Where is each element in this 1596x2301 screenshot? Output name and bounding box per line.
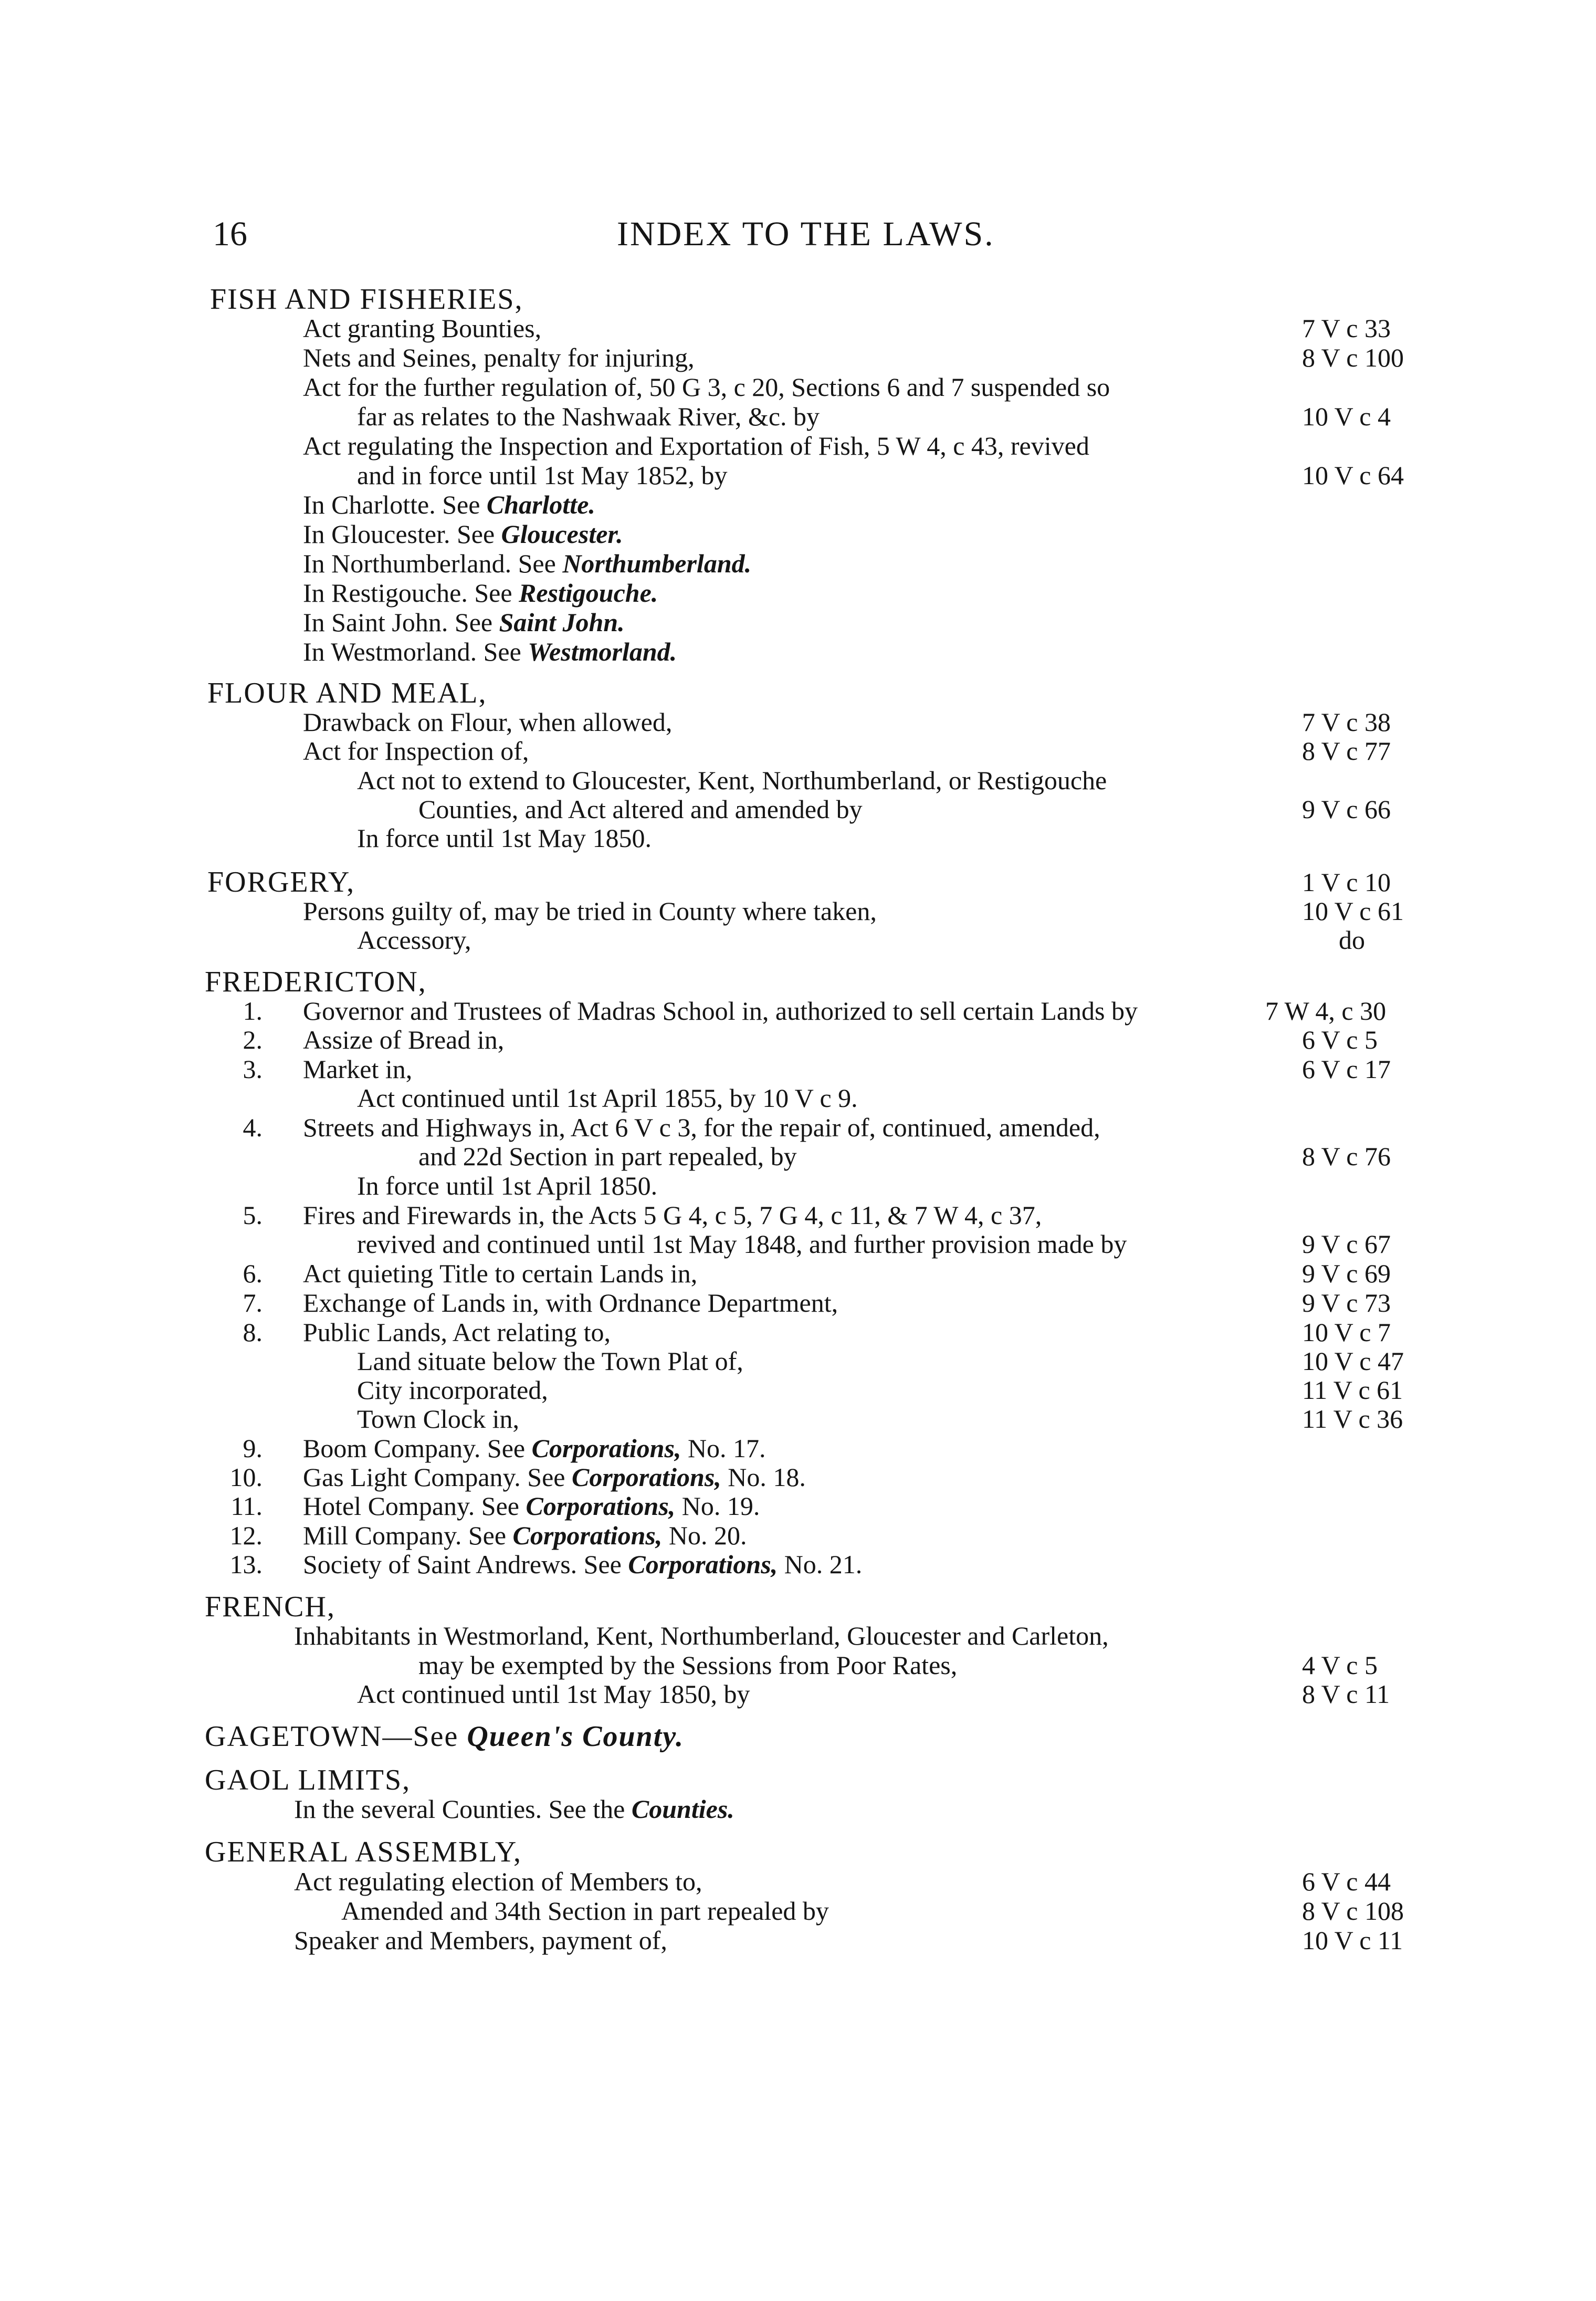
entry-text: and in force until 1st May 1852, by [357, 461, 728, 490]
index-entry [0, 1199, 1596, 1231]
statute-citation: 10 V c 61 [1302, 896, 1404, 926]
statute-citation: 7 V c 33 [1302, 313, 1391, 343]
index-heading [0, 966, 1596, 998]
entry-text: Public Lands, Act relating to, [303, 1317, 611, 1347]
index-entry [0, 1082, 1596, 1114]
index-entry [0, 312, 1596, 344]
cross-reference: Saint John. [499, 608, 625, 637]
entry-number: 7. [243, 1288, 262, 1317]
entry-text: Counties, and Act altered and amended by [418, 794, 863, 824]
statute-citation: 9 V c 73 [1302, 1288, 1391, 1317]
statute-citation: 10 V c 64 [1302, 461, 1404, 490]
cross-reference: Westmorland. [528, 637, 677, 666]
index-entry [0, 1403, 1596, 1435]
cross-reference: Corporations, [526, 1491, 676, 1521]
statute-citation: 8 V c 76 [1302, 1142, 1391, 1171]
index-entry [0, 577, 1596, 609]
entry-text: far as relates to the Nashwaak River, &c. by [357, 402, 820, 431]
index-entry [0, 1432, 1596, 1464]
entry-text: Town Clock in, [357, 1404, 519, 1434]
entry-text: Exchange of Lands in, with Ordnance Department, [303, 1288, 838, 1317]
index-entry [0, 1024, 1596, 1055]
entry-text: Land situate below the Town Plat of, [357, 1346, 743, 1376]
cross-reference: Corporations, [512, 1521, 663, 1550]
index-entry [0, 1374, 1596, 1406]
entry-text: Market in, [303, 1054, 413, 1084]
entry-text: FRENCH, [205, 1591, 335, 1623]
index-heading [0, 866, 1596, 898]
entry-text: Accessory, [357, 925, 471, 955]
entry-text: Assize of Bread in, [303, 1025, 505, 1054]
entry-text: In Restigouche. See Restigouche. [303, 578, 658, 608]
page-number: 16 [213, 215, 247, 253]
index-entry [0, 735, 1596, 767]
entry-number: 6. [243, 1259, 262, 1288]
entry-text: GENERAL ASSEMBLY, [205, 1836, 522, 1868]
entry-number: 12. [229, 1521, 262, 1550]
statute-citation: 4 V c 5 [1302, 1650, 1378, 1680]
entry-number: 2. [243, 1025, 262, 1054]
index-entry [0, 636, 1596, 667]
entry-number: 5. [243, 1200, 262, 1230]
index-entry [0, 371, 1596, 403]
entry-text: Fires and Firewards in, the Acts 5 G 4, c 5, 7 G 4, c 11, & 7 W 4, c 37, [303, 1200, 1042, 1230]
cross-reference: Corporations, [628, 1550, 778, 1579]
index-entry [0, 895, 1596, 927]
statute-citation: 11 V c 61 [1302, 1375, 1403, 1405]
entry-text: Act regulating the Inspection and Exportation of Fish, 5 W 4, c 43, revived [303, 431, 1089, 461]
cross-reference: Charlotte. [486, 490, 595, 519]
cross-reference: Counties. [631, 1794, 734, 1824]
statute-citation: 6 V c 44 [1302, 1867, 1391, 1896]
index-entry [0, 1620, 1596, 1651]
statute-citation: 8 V c 11 [1302, 1679, 1390, 1709]
entry-number: 10. [229, 1462, 262, 1492]
entry-number: 9. [243, 1434, 262, 1463]
index-entry [0, 1053, 1596, 1085]
index-entry [0, 1170, 1596, 1201]
statute-citation: 7 V c 38 [1302, 707, 1391, 737]
entry-text: Mill Company. See Corporations, No. 20. [303, 1521, 747, 1550]
index-entry [0, 793, 1596, 825]
index-entry [0, 1345, 1596, 1377]
index-entry [0, 1678, 1596, 1710]
entry-text: In force until 1st May 1850. [357, 823, 652, 853]
statute-citation: 10 V c 11 [1302, 1926, 1403, 1955]
index-heading [0, 1721, 1596, 1752]
index-entry [0, 995, 1596, 1027]
index-entry [0, 1549, 1596, 1580]
index-heading [0, 1764, 1596, 1796]
entry-text: In the several Counties. See the Counties. [294, 1794, 734, 1824]
entry-number: 11. [230, 1491, 262, 1521]
statute-citation: 8 V c 100 [1302, 343, 1404, 372]
index-entry [0, 401, 1596, 432]
entry-text: FISH AND FISHERIES, [210, 283, 523, 316]
index-entry [0, 1258, 1596, 1289]
entry-text: Act for Inspection of, [303, 736, 529, 766]
entry-text: Amended and 34th Section in part repealed by [341, 1896, 829, 1926]
statute-citation: 9 V c 66 [1302, 794, 1391, 824]
index-entry [0, 1490, 1596, 1522]
entry-text: FREDERICTON, [205, 966, 427, 998]
entry-text: Nets and Seines, penalty for injuring, [303, 343, 695, 372]
index-entry [0, 430, 1596, 462]
statute-citation: 11 V c 36 [1302, 1404, 1403, 1434]
statute-citation: 8 V c 108 [1302, 1896, 1404, 1926]
index-entry [0, 1649, 1596, 1681]
entry-text: Persons guilty of, may be tried in County where taken, [303, 896, 877, 926]
entry-text: may be exempted by the Sessions from Poor Rates, [418, 1650, 958, 1680]
entry-text: Act continued until 1st May 1850, by [357, 1679, 750, 1709]
index-entry [0, 1287, 1596, 1319]
index-entry [0, 1895, 1596, 1927]
statute-citation: 10 V c 47 [1302, 1346, 1404, 1376]
index-entry [0, 489, 1596, 520]
entry-text: Act not to extend to Gloucester, Kent, Northumberland, or Restigouche [357, 766, 1107, 795]
statute-citation: 1 V c 10 [1302, 867, 1391, 897]
statute-citation: 9 V c 67 [1302, 1229, 1391, 1259]
index-entry [0, 1520, 1596, 1551]
entry-text: Act regulating election of Members to, [294, 1867, 702, 1896]
cross-reference: Queen's County. [467, 1720, 685, 1753]
entry-text: In Northumberland. See Northumberland. [303, 549, 752, 578]
index-entry [0, 822, 1596, 854]
index-entry [0, 1793, 1596, 1825]
entry-text: Hotel Company. See Corporations, No. 19. [303, 1491, 760, 1521]
index-entry [0, 1866, 1596, 1897]
entry-number: 1. [243, 996, 262, 1026]
entry-text: GAGETOWN—See Queen's County. [205, 1720, 685, 1753]
entry-number: 13. [229, 1550, 262, 1579]
index-entry [0, 1228, 1596, 1260]
entry-text: Boom Company. See Corporations, No. 17. [303, 1434, 766, 1463]
entry-number: 3. [243, 1054, 262, 1084]
entry-text: GAOL LIMITS, [205, 1764, 411, 1796]
entry-text: Act for the further regulation of, 50 G 3, c 20, Sections 6 and 7 suspended so [303, 372, 1110, 402]
cross-reference: Gloucester. [501, 519, 623, 549]
entry-text: In Saint John. See Saint John. [303, 608, 625, 637]
entry-text: In Gloucester. See Gloucester. [303, 519, 623, 549]
index-entry [0, 548, 1596, 579]
index-heading [0, 284, 1596, 315]
index-entry [0, 1461, 1596, 1493]
entry-number: 4. [243, 1113, 262, 1142]
entry-text: and 22d Section in part repealed, by [418, 1142, 797, 1171]
cross-reference: Northumberland. [562, 549, 752, 578]
entry-text: FLOUR AND MEAL, [207, 677, 487, 709]
index-entry [0, 518, 1596, 550]
index-entry [0, 1141, 1596, 1172]
statute-citation: 10 V c 7 [1302, 1317, 1391, 1347]
index-entry [0, 342, 1596, 373]
index-entry [0, 1925, 1596, 1956]
entry-text: Speaker and Members, payment of, [294, 1926, 667, 1955]
index-entry [0, 459, 1596, 491]
entry-text: Society of Saint Andrews. See Corporations, No. 21. [303, 1550, 863, 1579]
entry-text: Governor and Trustees of Madras School in, authorized to sell certain Lands by [303, 996, 1138, 1026]
statute-citation: 9 V c 69 [1302, 1259, 1391, 1288]
index-heading [0, 1591, 1596, 1623]
entry-text: In Charlotte. See Charlotte. [303, 490, 595, 519]
index-entry [0, 706, 1596, 738]
entry-text: revived and continued until 1st May 1848, and further provision made by [357, 1229, 1127, 1259]
entry-text: Gas Light Company. See Corporations, No. 18. [303, 1462, 806, 1492]
index-entry [0, 1316, 1596, 1348]
entry-text: City incorporated, [357, 1375, 548, 1405]
statute-citation: 6 V c 17 [1302, 1054, 1391, 1084]
entry-text: Act continued until 1st April 1855, by 10 V c 9. [357, 1083, 858, 1113]
entry-text: Drawback on Flour, when allowed, [303, 707, 673, 737]
statute-citation: 8 V c 77 [1302, 736, 1391, 766]
statute-citation: 10 V c 4 [1302, 402, 1391, 431]
entry-text: Streets and Highways in, Act 6 V c 3, for the repair of, continued, amended, [303, 1113, 1100, 1142]
cross-reference: Restigouche. [519, 578, 658, 608]
entry-text: Act granting Bounties, [303, 313, 542, 343]
entry-text: In force until 1st April 1850. [357, 1171, 658, 1200]
entry-text: In Westmorland. See Westmorland. [303, 637, 677, 666]
index-entry [0, 1112, 1596, 1143]
entry-text: Inhabitants in Westmorland, Kent, Northumberland, Gloucester and Carleton, [294, 1621, 1109, 1650]
index-entry [0, 924, 1596, 956]
entry-number: 8. [243, 1317, 262, 1347]
index-entry [0, 606, 1596, 638]
statute-citation: 7 W 4, c 30 [1265, 996, 1387, 1026]
index-heading [0, 677, 1596, 709]
cross-reference: Corporations, [531, 1434, 681, 1463]
index-entry [0, 765, 1596, 796]
entry-text: Act quieting Title to certain Lands in, [303, 1259, 698, 1288]
index-heading [0, 1836, 1596, 1868]
running-head: INDEX TO THE LAWS. [617, 215, 995, 253]
statute-citation: 6 V c 5 [1302, 1025, 1378, 1054]
statute-citation: do [1339, 925, 1365, 955]
entry-text: FORGERY, [207, 866, 355, 898]
cross-reference: Corporations, [571, 1462, 721, 1492]
